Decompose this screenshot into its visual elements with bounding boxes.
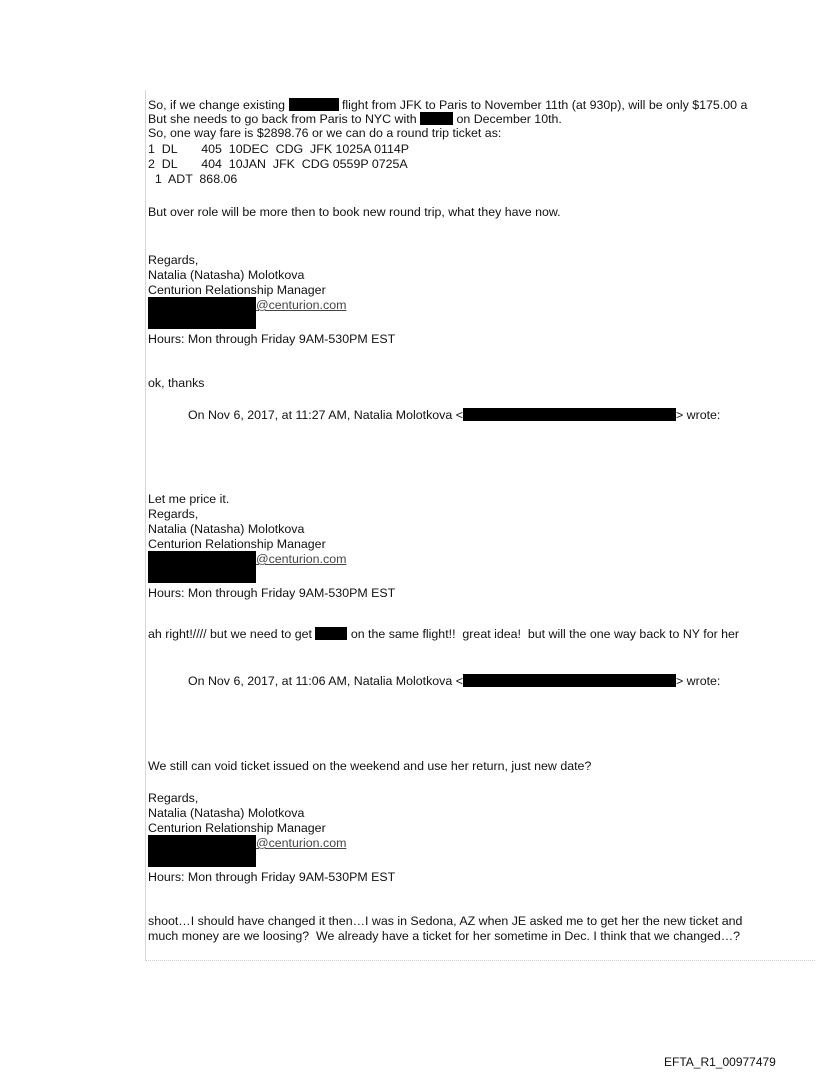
redaction-box — [463, 674, 676, 687]
redaction-box — [463, 408, 676, 421]
redaction-box — [148, 551, 256, 583]
text-line: But she needs to go back from Paris to NYC with on December 10th. — [148, 112, 562, 126]
email-link[interactable]: @centurion.com — [256, 298, 347, 312]
signature-regards: Regards, — [148, 507, 199, 521]
reply-message: shoot…I should have changed it then…I was in Sedona, AZ when JE asked me to get her the new ticket and — [148, 914, 743, 928]
quote-header: On Nov 6, 2017, at 11:06 AM, Natalia Molotkova < > wrote: — [188, 674, 721, 688]
signature-name: Natalia (Natasha) Molotkova — [148, 806, 305, 820]
signature-name: Natalia (Natasha) Molotkova — [148, 522, 305, 536]
signature-regards: Regards, — [148, 253, 199, 267]
redaction-box — [315, 627, 347, 640]
fare-line: 1 ADT 868.06 — [148, 172, 238, 186]
signature-regards: Regards, — [148, 791, 199, 805]
document-id: EFTA_R1_00977479 — [664, 1055, 776, 1069]
signature-hours: Hours: Mon through Friday 9AM-530PM EST — [148, 586, 396, 600]
text-line: But over role will be more then to book new round trip, what they have now. — [148, 205, 561, 219]
redaction-box — [289, 98, 339, 111]
quote-header: On Nov 6, 2017, at 11:27 AM, Natalia Molotkova < > wrote: — [188, 408, 721, 422]
email-thread — [145, 90, 816, 961]
signature-hours: Hours: Mon through Friday 9AM-530PM EST — [148, 332, 396, 346]
redaction-box — [148, 835, 256, 867]
itinerary-line: 1 DL 405 10DEC CDG JFK 1025A 0114P — [148, 142, 410, 156]
signature-title: Centurion Relationship Manager — [148, 821, 326, 835]
email-link[interactable]: @centurion.com — [256, 552, 347, 566]
email-link[interactable]: @centurion.com — [256, 836, 347, 850]
signature-name: Natalia (Natasha) Molotkova — [148, 268, 305, 282]
text-line: So, if we change existing flight from JFK to Paris to November 11th (at 930p), will be only $175.00 a — [148, 98, 748, 112]
signature-title: Centurion Relationship Manager — [148, 537, 326, 551]
reply-message: ah right!//// but we need to get on the same flight!! great idea! but will the one way back to NY for her — [148, 627, 740, 641]
redaction-box — [148, 297, 256, 329]
signature-hours: Hours: Mon through Friday 9AM-530PM EST — [148, 870, 396, 884]
signature-title: Centurion Relationship Manager — [148, 283, 326, 297]
text-line: So, one way fare is $2898.76 or we can do a round trip ticket as: — [148, 126, 502, 140]
reply-message: We still can void ticket issued on the weekend and use her return, just new date? — [148, 759, 592, 773]
redaction-box — [420, 112, 453, 125]
itinerary-line: 2 DL 404 10JAN JFK CDG 0559P 0725A — [148, 157, 408, 171]
reply-message: ok, thanks — [148, 376, 205, 390]
reply-message: much money are we loosing? We already have a ticket for her sometime in Dec. I think that we changed…? — [148, 929, 741, 943]
reply-message: Let me price it. — [148, 492, 230, 506]
